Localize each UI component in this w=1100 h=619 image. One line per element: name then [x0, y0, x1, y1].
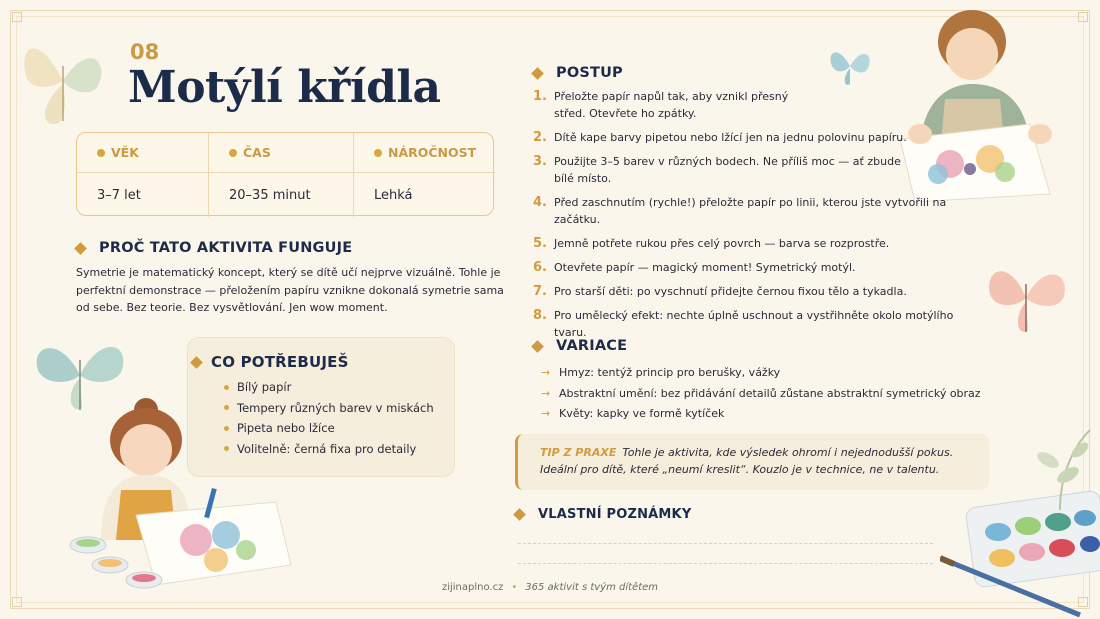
steps-list — [533, 88, 973, 341]
variation-item: Květy: kapky ve formě kytíček — [559, 407, 725, 420]
tip-box — [515, 434, 989, 490]
why-heading — [76, 240, 352, 256]
step-item — [533, 129, 973, 146]
leaves-illustration — [1030, 420, 1100, 510]
step-text-line: Použijte 3–5 barev v různých bodech. Ne příliš moc — ať zbude — [554, 155, 901, 168]
age-header — [77, 133, 209, 173]
activity-number: 08 — [130, 40, 160, 64]
note-line[interactable] — [518, 543, 933, 544]
need-item: Volitelně: černá fixa pro detaily — [237, 441, 417, 456]
age-label: VĚK — [111, 145, 139, 160]
step-item — [533, 153, 973, 187]
note-line[interactable] — [518, 563, 933, 564]
bullet-dot-icon — [224, 446, 229, 451]
diamond-bullet-icon — [74, 242, 87, 255]
notes-heading — [515, 507, 691, 522]
corner-ornament — [12, 597, 22, 607]
step-number: 7. — [533, 284, 547, 299]
variations-heading-text: VARIACE — [556, 338, 628, 354]
step-item — [533, 88, 973, 122]
bullet-dot-icon — [97, 149, 105, 157]
step-text-line: bílé místo. — [554, 172, 612, 185]
corner-ornament — [1078, 12, 1088, 22]
list-item — [224, 398, 434, 419]
step-text — [554, 88, 788, 122]
bullet-dot-icon — [224, 385, 229, 390]
step-number: 4. — [533, 195, 547, 210]
bullet-dot-icon — [224, 426, 229, 431]
time-header — [209, 133, 354, 173]
variation-item: Abstraktní umění: bez přidávání detailů zůstane abstraktní symetrický obraz — [559, 386, 981, 400]
difficulty-value: Lehká — [374, 187, 413, 203]
list-item — [541, 404, 981, 425]
diamond-bullet-icon — [531, 340, 544, 353]
steps-heading-text: POSTUP — [556, 65, 623, 81]
butterfly-illustration — [980, 258, 1072, 342]
info-table — [76, 132, 494, 216]
why-paragraph: Symetrie je matematický koncept, který se dítě učí nejprve vizuálně. Tohle je perfektní demonstrace — přeložením papíru vznikne dokonalá symetrie sama od sebe. Bez teorie. Bez vysvětlování. Jen wow moment. — [76, 266, 504, 314]
step-text: Otevřete papír — magický moment! Symetrický motýl. — [554, 261, 856, 274]
step-text: Jemně potřete rukou přes celý povrch — barva se rozprostře. — [554, 237, 890, 250]
butterfly-illustration — [826, 44, 874, 88]
step-text-line: střed. Otevřete ho zpátky. — [554, 107, 697, 120]
variation-item: Hmyz: tentýž princip pro berušky, vážky — [559, 366, 781, 379]
bullet-dot-icon — [374, 149, 382, 157]
step-item — [533, 283, 973, 300]
age-value: 3–7 let — [77, 173, 209, 217]
tip-text: Tohle je aktivita, kde výsledek ohromí i nejednodušší pokus. Ideální pro dítě, které „neumí kreslit“. Kouzlo je v technice, ne v talentu. — [540, 446, 954, 476]
step-text: Před zaschnutím (rychle!) přeložte papír po linii, kterou jste vytvořili na začátku. — [554, 196, 947, 226]
why-heading-text: PROČ TATO AKTIVITA FUNGUJE — [99, 240, 353, 256]
separator-dot-icon: • — [511, 582, 518, 593]
step-number: 8. — [533, 308, 547, 323]
list-item — [224, 418, 434, 439]
step-item — [533, 259, 973, 276]
step-number: 2. — [533, 130, 547, 145]
step-text: Pro umělecký efekt: nechte úplně uschnout a vystřihněte okolo motýlího tvaru. — [554, 309, 954, 339]
diamond-bullet-icon — [190, 356, 203, 369]
need-heading-text: CO POTŘEBUJEŠ — [211, 353, 349, 371]
butterfly-illustration — [18, 26, 108, 136]
diamond-bullet-icon — [531, 67, 544, 80]
step-text-line: Přeložte papír napůl tak, aby vznikl přesný — [554, 90, 789, 103]
list-item — [224, 439, 434, 460]
step-text: Dítě kape barvy pipetou nebo lžící jen na jednu polovinu papíru. — [554, 131, 907, 144]
steps-heading — [533, 65, 623, 81]
time-label: ČAS — [243, 145, 271, 160]
difficulty-header — [354, 133, 495, 173]
arrow-right-icon: → — [541, 366, 551, 379]
arrow-right-icon: → — [541, 386, 551, 400]
bullet-dot-icon — [229, 149, 237, 157]
variations-list — [541, 363, 981, 425]
list-item — [224, 377, 434, 398]
need-item: Bílý papír — [237, 380, 292, 394]
arrow-right-icon: → — [541, 407, 551, 420]
need-item: Pipeta nebo lžíce — [237, 421, 335, 435]
step-item — [533, 235, 973, 252]
notes-heading-text: VLASTNÍ POZNÁMKY — [538, 507, 692, 522]
step-text — [554, 153, 901, 187]
tip-label: TIP Z PRAXE — [540, 446, 617, 459]
step-number: 5. — [533, 236, 547, 251]
variations-heading — [533, 338, 627, 354]
corner-ornament — [12, 12, 22, 22]
footer-tagline: 365 aktivit s tvým dítětem — [525, 582, 659, 593]
step-number: 3. — [533, 154, 547, 169]
page-title: Motýlí křídla — [128, 62, 441, 113]
step-number: 1. — [533, 89, 547, 104]
footer — [0, 582, 1100, 593]
list-item — [541, 363, 981, 384]
diamond-bullet-icon — [513, 508, 526, 521]
difficulty-label: NÁROČNOST — [388, 145, 477, 160]
need-item: Tempery různých barev v miskách — [237, 400, 434, 415]
bullet-dot-icon — [224, 405, 229, 410]
footer-site[interactable]: zijinaplno.cz — [441, 582, 504, 593]
list-item — [541, 384, 981, 405]
step-item — [533, 194, 973, 228]
step-text: Pro starší děti: po vyschnutí přidejte černou fixou tělo a tykadla. — [554, 285, 907, 298]
need-heading — [192, 353, 349, 371]
need-list — [224, 377, 434, 459]
step-number: 6. — [533, 260, 547, 275]
time-value: 20–35 minut — [209, 173, 354, 217]
step-item — [533, 307, 973, 341]
